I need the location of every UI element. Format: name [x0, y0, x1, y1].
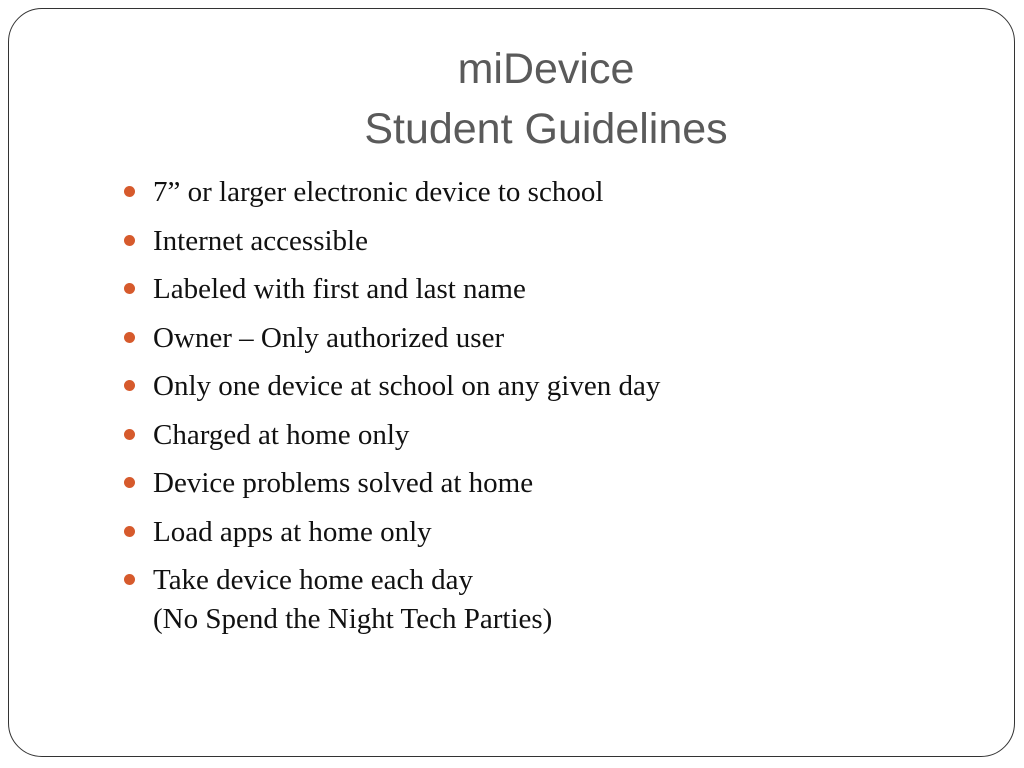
bullet-dot-icon [124, 283, 135, 294]
bullet-text: Labeled with first and last name [153, 273, 526, 305]
bullet-item [119, 173, 660, 212]
bullet-text: Only one device at school on any given day [153, 370, 661, 402]
bullet-dot-icon [124, 429, 135, 440]
bullet-text: Load apps at home only [153, 515, 432, 548]
bullet-dot-icon [124, 574, 135, 585]
bullet-text: Charged at home only [153, 418, 410, 451]
bullet-dot-icon [124, 477, 135, 488]
bullet-text: Internet accessible [153, 224, 368, 257]
bullet-dot-icon [124, 235, 135, 246]
bullet-dot-icon [124, 186, 135, 197]
bullet-dot-icon [124, 380, 135, 391]
bullet-item [119, 416, 660, 455]
bullet-text: Device problems solved at home [153, 467, 534, 499]
bullet-item [119, 319, 660, 358]
slide-title [9, 39, 1024, 159]
bullet-dot-icon [124, 332, 135, 343]
bullet-list [119, 173, 660, 649]
bullet-item [119, 561, 660, 639]
bullet-item [119, 222, 660, 261]
bullet-item [119, 367, 660, 406]
bullet-text: Owner – Only authorized user [153, 321, 505, 354]
bullet-text: 7” or larger electronic device to school [153, 176, 604, 208]
bullet-item [119, 270, 660, 309]
bullet-subtext: (No Spend the Night Tech Parties) [153, 603, 553, 635]
bullet-text: Take device home each day [153, 564, 474, 596]
bullet-item [119, 464, 660, 503]
slide-frame [8, 8, 1015, 757]
bullet-item [119, 513, 660, 552]
title-line-1: miDevice [457, 45, 635, 93]
bullet-dot-icon [124, 526, 135, 537]
title-line-2: Student Guidelines [364, 105, 728, 153]
